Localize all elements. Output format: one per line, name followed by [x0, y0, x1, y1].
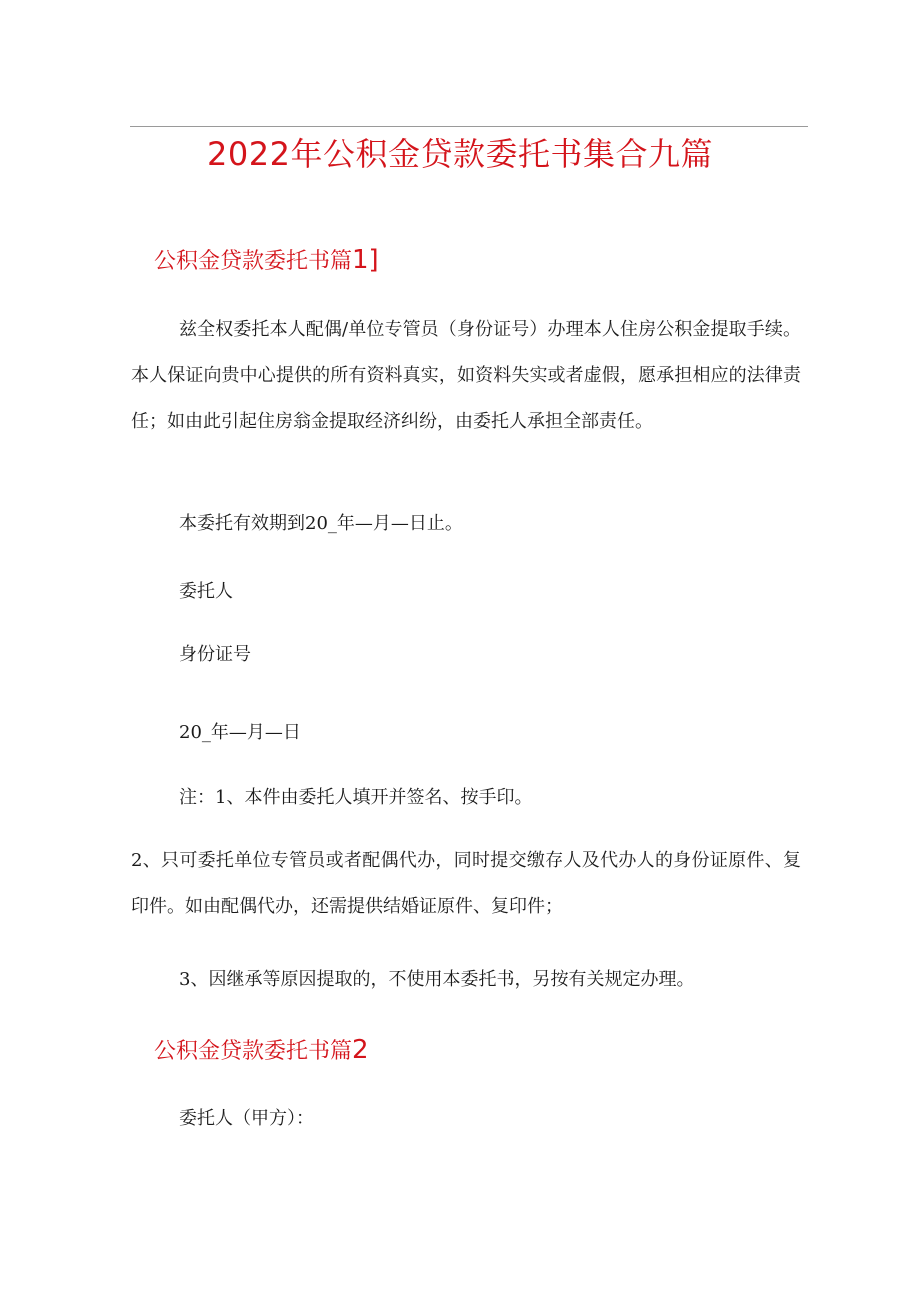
section-heading-text: 公积金贷款委托书篇 [154, 1039, 353, 1064]
section-heading-2 [154, 1034, 369, 1068]
authorization-paragraph: 兹全权委托本人配偶/单位专管员（身份证号）办理本人住房公积金提取手续。本人保证向贵中心提供的所有资料真实，如资料失实或者虚假，愿承担相应的法律责任；如由此引起住房翁金提取经济纠纷，由委托人承担全部责任。 [131, 319, 801, 432]
note-2: 2、只可委托单位专管员或者配偶代办，同时提交缴存人及代办人的身份证原件、复印件。如由配偶代办，还需提供结婚证原件、复印件； [131, 850, 801, 917]
principal-label: 委托人 [179, 581, 233, 602]
document-title: 2022年公积金贷款委托书集合九篇 [207, 135, 713, 173]
validity-line: 本委托有效期到20_年—月—日止。 [179, 513, 463, 534]
header-rule [130, 126, 808, 127]
section-heading-number: 1] [352, 245, 379, 275]
section-heading-number: 2 [352, 1035, 369, 1065]
id-number-label: 身份证号 [179, 644, 251, 665]
section-heading-text: 公积金贷款委托书篇 [154, 249, 353, 274]
note-3: 3、因继承等原因提取的，不使用本委托书，另按有关规定办理。 [179, 969, 695, 990]
party-a-label: 委托人（甲方）： [179, 1108, 314, 1129]
date-line: 20_年—月—日 [179, 722, 301, 743]
section-heading-1 [154, 244, 379, 278]
note-1: 注：1、本件由委托人填开并签名、按手印。 [179, 787, 533, 808]
